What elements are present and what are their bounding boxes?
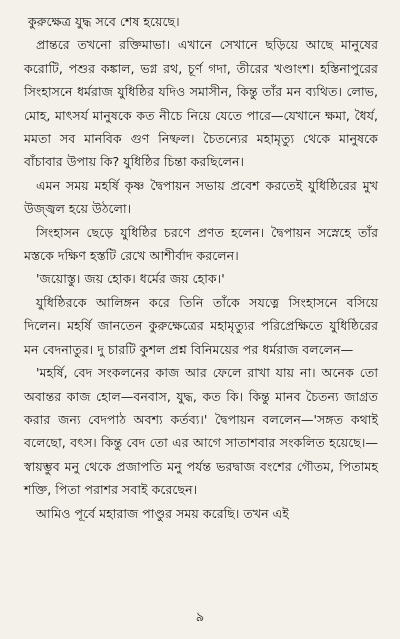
paragraph: এমন সময় মহর্ষি কৃষ্ণ দ্বৈপায়ন সভায় প্রবেশ করতেই যুধিষ্ঠিরের মুখ উজ্জ্বল হয়ে উঠলো। xyxy=(24,177,378,217)
paragraph: যুধিষ্ঠিরকে আলিঙ্গন করে তিনি তাঁকে সযত্নে সিংহাসনে বসিয়ে দিলেন। মহর্ষি জানতেন কুরুক্ষেত্রের মহামৃত্যুর পরিপ্রেক্ষিতে যুধিষ্ঠিরের মন বেদনাতুর। দু চারটি কুশল প্রশ্ন বিনিময়ের পর ধর্মরাজ বললেন— xyxy=(24,294,378,357)
paragraph: কুরুক্ষেত্র যুদ্ধ সবে শেষ হয়েছে। xyxy=(28,14,180,29)
body-text xyxy=(24,10,378,525)
paragraph: 'জয়োস্তু। জয় হোক। ধর্মের জয় হোক।' xyxy=(36,271,225,287)
paragraph: প্রান্তরে তখনো রক্তিমাভা। এখানে সেখানে ছড়িয়ে আছে মানুষের করোটি, পশুর কঙ্কাল, ভগ্ন রথ, চূর্ণ গদা, তীরের খণ্ডাংশ। হস্তিনাপুরের সিংহাসনে ধর্মরাজ যুধিষ্ঠির যদিও সমাসীন, কিন্তু তাঁর মন ব্যথিত। লোভ, মোহ, মাৎসর্য মানুষকে কত নীচে নিয়ে যেতে পারে—যেখানে ক্ষমা, ধৈর্য, মমতা সব মানবিক গুণ নিষ্ফল। চৈতন্যের মহামৃত্যু থেকে মানুষকে বাঁচাবার উপায় কি? যুধিষ্ঠির চিন্তা করছিলেন। xyxy=(24,37,378,170)
paragraph: আমিও পূর্বে মহারাজ পাণ্ডুর সময় করেছি। তখন এই xyxy=(36,505,289,521)
paragraph: 'মহর্ষি, বেদ সংকলনের কাজ আর ফেলে রাখা যায় না। অনেক তো অবান্তর কাজ হোল—বনবাস, যুদ্ধ, কত কি। কিন্তু মানব চৈতন্য জাগ্রত করার জন্য বেদপাঠ অবশ্য কর্তব্য।' দ্বৈপায়ন বললেন—'সঙ্গত কথাই বলেছো, বৎস। কিন্তু বেদ তো এর আগে সাতাশবার সংকলিত হয়েছে।—স্বায়ম্ভুব মনু থেকে প্রজাপতি মনু পর্যন্ত ভরদ্বাজ বংশের গৌতম, পিতামহ শক্তি, পিতা পরাশর সবাই করেছেন। xyxy=(24,365,378,498)
paragraph: সিংহাসন ছেড়ে যুধিষ্ঠির চরণে প্রণত হলেন। দ্বৈপায়ন সস্নেহে তাঁর মস্তকে দক্ষিণ হস্তটি রেখে আশীর্বাদ করলেন। xyxy=(24,224,378,264)
page-number: ৯ xyxy=(195,610,205,625)
